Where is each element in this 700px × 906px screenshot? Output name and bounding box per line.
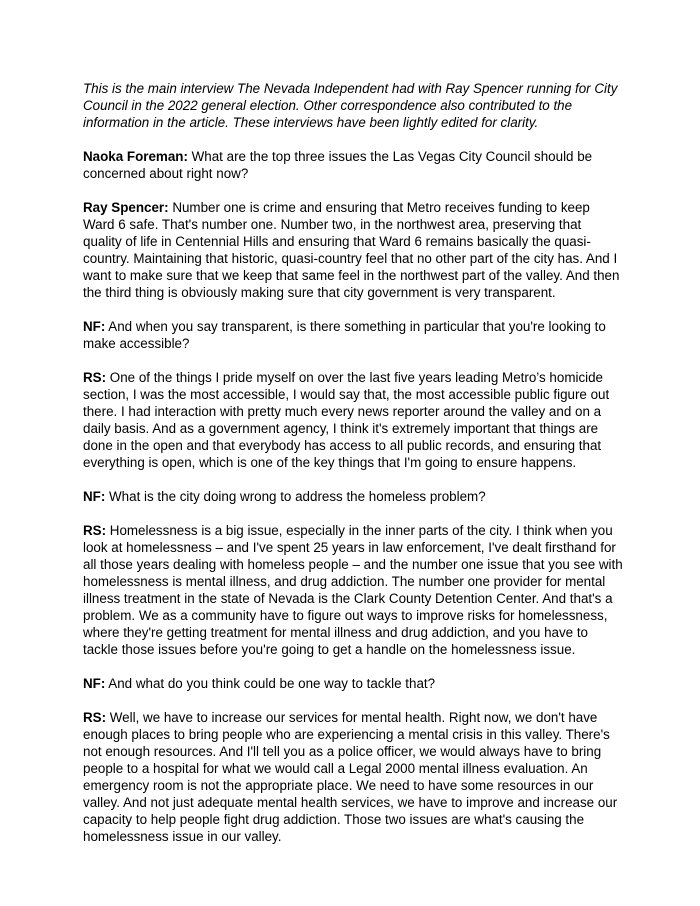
answer-paragraph [83, 522, 623, 658]
speaker-label: Naoka Foreman: [83, 149, 188, 164]
paragraph-text: What is the city doing wrong to address the homeless problem? [105, 489, 486, 504]
paragraph-text: Number one is crime and ensuring that Metro receives funding to keep Ward 6 safe. That's number one. Number two, in the northwest area, preserving that quality of life in Centennial Hills and ensuring that Ward 6 remains basically the quasi-country. Maintaining that historic, quasi-country feel that no other part of the city has. And I want to make sure that we keep that same feel in the northwest part of the valley. And then the third thing is obviously making sure that city government is very transparent. [83, 200, 620, 300]
question-paragraph [83, 148, 623, 182]
speaker-label: Ray Spencer: [83, 200, 169, 215]
answer-paragraph [83, 369, 623, 471]
question-paragraph [83, 488, 623, 505]
answer-paragraph [83, 199, 623, 301]
answer-paragraph [83, 709, 623, 845]
speaker-label: NF: [83, 489, 106, 504]
paragraph-text: And what do you think could be one way to tackle that? [105, 676, 436, 691]
paragraph-text: One of the things I pride myself on over the last five years leading Metro’s homicide section, I was the most accessible, I would say that, the most accessible public figure out there. I had interaction with pretty much every news reporter around the valley and on a daily basis. And as a government agency, I think it's extremely important that things are done in the open and that everybody has access to all public records, and ensuring that everything is open, which is one of the key things that I'm going to ensure happens. [83, 370, 610, 470]
speaker-label: RS: [83, 523, 107, 538]
question-paragraph [83, 318, 623, 352]
speaker-label: RS: [83, 710, 107, 725]
paragraph-text: And when you say transparent, is there something in particular that you're looking to make accessible? [83, 319, 606, 351]
speaker-label: NF: [83, 676, 106, 691]
speaker-label: NF: [83, 319, 106, 334]
intro-note: This is the main interview The Nevada Independent had with Ray Spencer running for City Council in the 2022 general election. Other correspondence also contributed to the information in the article. These interviews have been lightly edited for clarity. [83, 81, 618, 130]
speaker-label: RS: [83, 370, 107, 385]
paragraph-text: Well, we have to increase our services for mental health. Right now, we don't have enough places to bring people who are experiencing a mental crisis in this valley. There's not enough resources. And I'll tell you as a police officer, we would always have to bring people to a hospital for what we would call a Legal 2000 mental illness evaluation. An emergency room is not the appropriate place. We need to have some resources in our valley. And not just adequate mental health services, we have to improve and increase our capacity to help people fight drug addiction. Those two issues are what's causing the homelessness issue in our valley. [83, 710, 618, 844]
paragraph-text: What are the top three issues the Las Vegas City Council should be concerned about right now? [83, 149, 593, 181]
paragraph-text: Homelessness is a big issue, especially in the inner parts of the city. I think when you look at homelessness – and I've spent 25 years in law enforcement, I've dealt firsthand for all those years dealing with homeless people – and the number one issue that you see with homelessness is mental illness, and drug addiction. The number one provider for mental illness treatment in the state of Nevada is the Clark County Detention Center. And that's a problem. We as a community have to figure out ways to improve risks for homelessness, where they're getting treatment for mental illness and drug addiction, and you have to tackle those issues before you're going to get a handle on the homelessness issue. [83, 523, 623, 657]
interview-body [83, 80, 623, 862]
question-paragraph [83, 675, 623, 692]
